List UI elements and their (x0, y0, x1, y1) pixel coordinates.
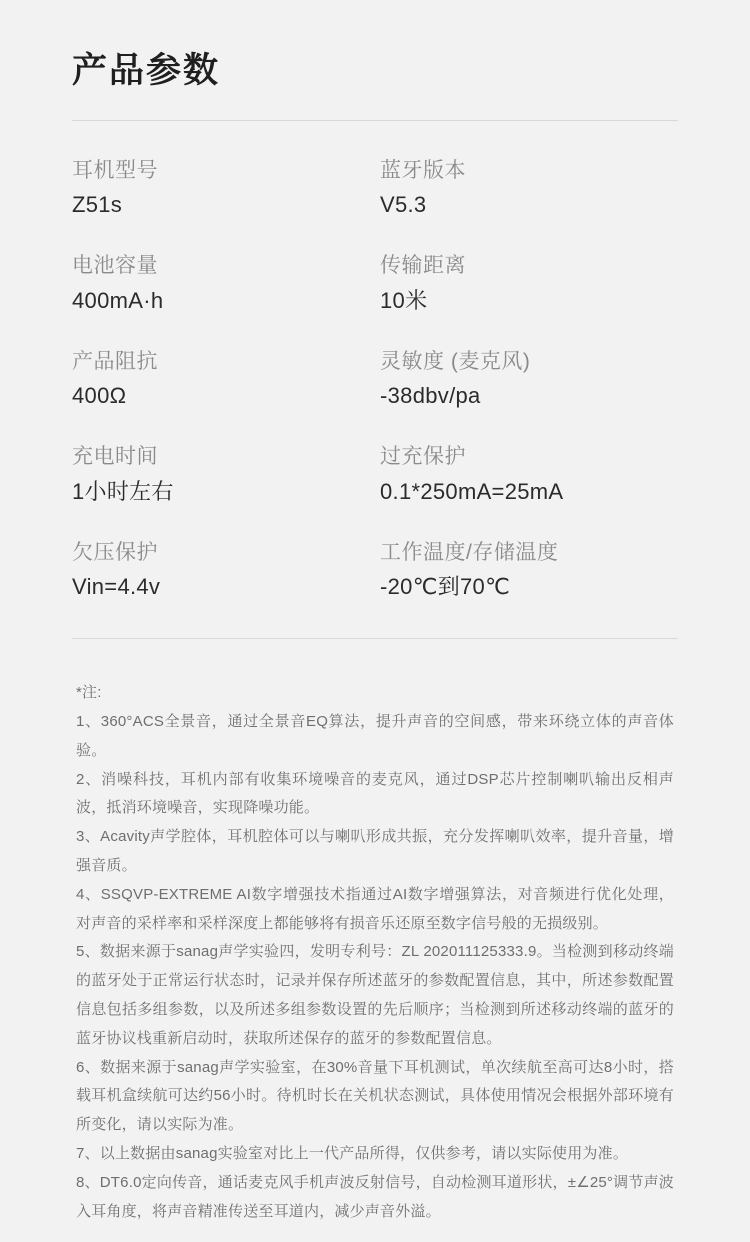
spec-label: 灵敏度 (麦克风) (380, 349, 531, 373)
spec-value: 1小时左右 (72, 478, 174, 504)
spec-item-transmission-distance (380, 250, 678, 346)
spec-item-charging-time (72, 441, 370, 537)
spec-label: 电池容量 (72, 254, 158, 278)
title-divider (72, 120, 678, 121)
spec-label: 过充保护 (380, 445, 466, 469)
spec-item-bluetooth-version (380, 155, 678, 251)
footnote-item: 1、360°ACS全景音，通过全景音EQ算法，提升声音的空间感，带来环绕立体的声音体验。 (76, 712, 674, 759)
spec-table (72, 155, 678, 633)
footnote-item: 3、Acavity声学腔体，耳机腔体可以与喇叭形成共振，充分发挥喇叭效率，提升音量，增强音质。 (76, 828, 674, 874)
spec-bottom-divider (72, 638, 678, 639)
spec-label: 充电时间 (72, 445, 158, 469)
spec-item-model (72, 155, 370, 251)
spec-value: Vin=4.4v (72, 574, 161, 600)
spec-value: -20℃到70℃ (380, 574, 511, 600)
footnotes-heading: *注: (76, 684, 102, 702)
footnotes (72, 679, 678, 1226)
spec-value: 400mA·h (72, 287, 164, 313)
spec-value: 400Ω (72, 383, 127, 409)
footnote-item: 5、数据来源于sanag声学实验四，发明专利号：ZL 202011125333.9。当检测到移动终端的蓝牙处于正常运行状态时，记录并保存所述蓝牙的参数配置信息，其中，所述参数配置信息包括多组参数，以及所述多组参数设置的先后顺序；当检测到所述移动终端的蓝牙的蓝牙协议栈重新启动时，获取所述保存的蓝牙的参数配置信息。 (76, 943, 674, 1047)
spec-label: 产品阻抗 (72, 349, 158, 373)
spec-label: 欠压保护 (72, 540, 158, 564)
spec-value: V5.3 (380, 192, 427, 217)
spec-label: 工作温度/存储温度 (380, 540, 559, 564)
spec-item-temperature-range (380, 537, 678, 633)
spec-label: 耳机型号 (72, 158, 158, 182)
spec-value: Z51s (72, 192, 123, 217)
spec-item-battery-capacity (72, 250, 370, 346)
page-title: 产品参数 (72, 51, 221, 90)
spec-value: -38dbv/pa (380, 383, 481, 409)
spec-label: 蓝牙版本 (380, 158, 466, 182)
spec-value: 10米 (380, 287, 428, 313)
spec-value: 0.1*250mA=25mA (380, 478, 564, 504)
spec-item-sensitivity (380, 346, 678, 442)
spec-item-undervoltage-protection (72, 537, 370, 633)
footnote-item: 6、数据来源于sanag声学实验室，在30%音量下耳机测试，单次续航至高可达8小时，搭载耳机盒续航可达约56小时。待机时长在关机状态测试，具体使用情况会根据外部环境有所变化，请以实际为准。 (76, 1058, 674, 1134)
spec-label: 传输距离 (380, 254, 466, 278)
footnote-item: 4、SSQVP-EXTREME AI数字增强技术指通过AI数字增强算法，对音频进行优化处理，对声音的采样率和采样深度上都能够将有损音乐还原至数字信号般的无损级别。 (76, 885, 674, 932)
footnote-item: 7、以上数据由sanag实验室对比上一代产品所得，仅供参考，请以实际使用为准。 (76, 1144, 629, 1162)
spec-item-impedance (72, 346, 370, 442)
footnote-item: 8、DT6.0定向传音，通话麦克风手机声波反射信号，自动检测耳道形状，±∠25°调节声波入耳角度，将声音精准传送至耳道内，减少声音外溢。 (76, 1173, 674, 1220)
footnote-item: 2、消噪科技，耳机内部有收集环境噪音的麦克风，通过DSP芯片控制喇叭输出反相声波，抵消环境噪音，实现降噪功能。 (76, 770, 674, 817)
spec-item-overcharge-protection (380, 441, 678, 537)
